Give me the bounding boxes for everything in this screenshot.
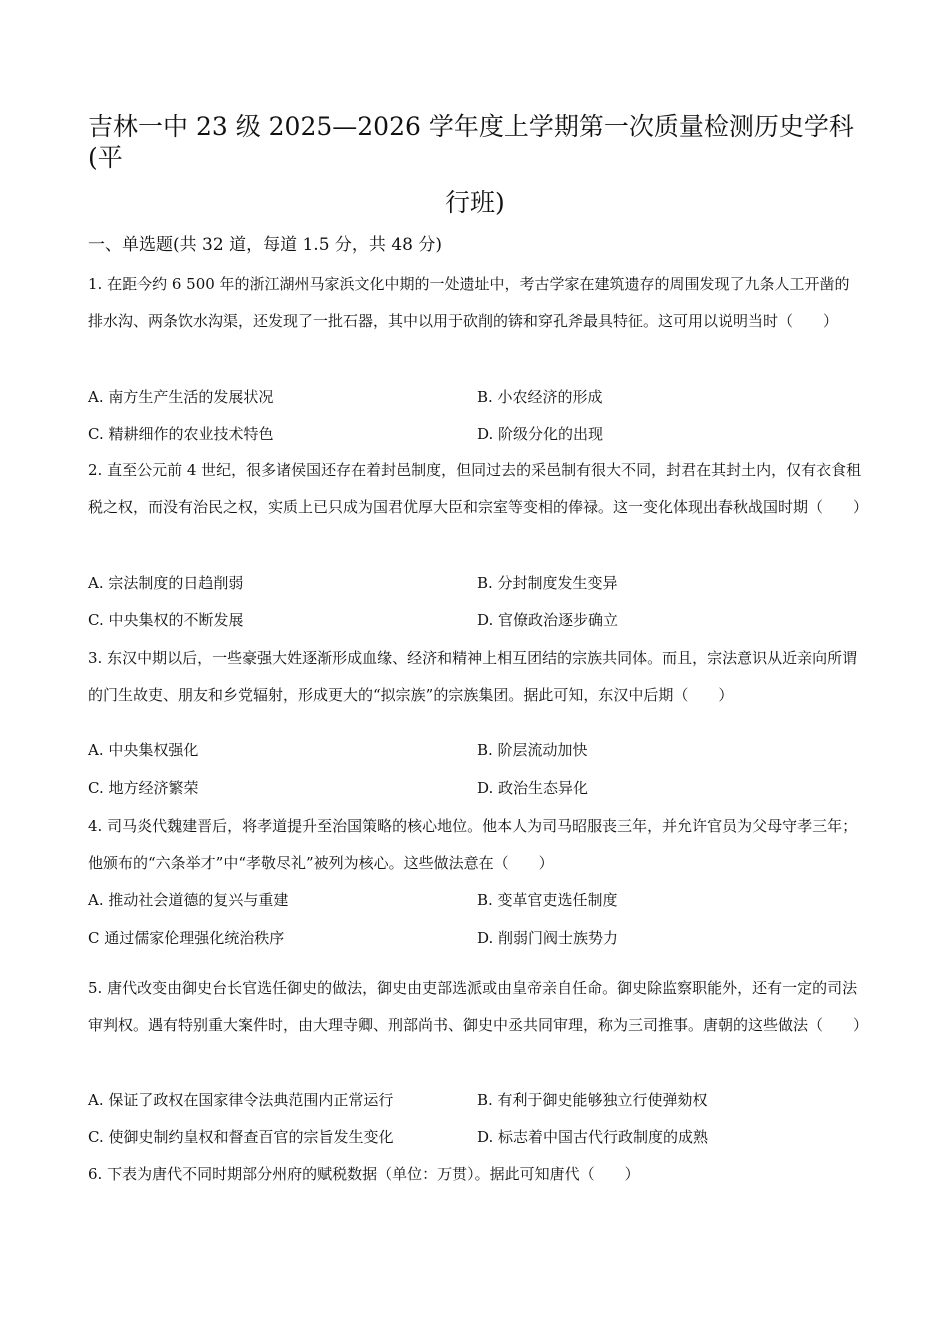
option-c: C. 使御史制约皇权和督查百官的宗旨发生变化 [88, 1128, 394, 1146]
option-d: D. 阶级分化的出现 [477, 425, 604, 443]
question-stem: 4. 司马炎代魏建晋后，将孝道提升至治国策略的核心地位。他本人为司马昭服丧三年，并允许官员为父母守孝三年；他颁布的“六条举才”中“孝敬尽礼”被列为核心。这些做法意在（ ） [88, 817, 858, 872]
option-c: C 通过儒家伦理强化统治秩序 [88, 929, 285, 947]
question-stem: 2. 直至公元前 4 世纪，很多诸侯国还存在着封邑制度，但同过去的采邑制有很大不同，封君在其封土内，仅有衣食租税之权，而没有治民之权，实质上已只成为国君优厚大臣和宗室等变相的俸禄。这一变化体现出春秋战国时期（ ） [88, 461, 869, 516]
option-a: A. 宗法制度的日趋削弱 [88, 574, 244, 592]
question-stem: 6. 下表为唐代不同时期部分州府的赋税数据（单位：万贯）。据此可知唐代（ ） [88, 1165, 640, 1183]
option-b: B. 分封制度发生变异 [477, 574, 618, 592]
exam-title-line2: (平 [88, 143, 123, 172]
option-b: B. 变革官吏选任制度 [477, 891, 618, 909]
option-d: D. 政治生态异化 [477, 779, 589, 797]
option-a: A. 推动社会道德的复兴与重建 [88, 891, 289, 909]
option-d: D. 标志着中国古代行政制度的成熟 [477, 1128, 709, 1146]
exam-title-line3: 行班) [445, 188, 505, 217]
option-a: A. 中央集权强化 [88, 741, 199, 759]
option-a: A. 保证了政权在国家律令法典范围内正常运行 [88, 1091, 394, 1109]
option-b: B. 阶层流动加快 [477, 741, 588, 759]
option-d: D. 削弱门阀士族势力 [477, 929, 619, 947]
option-a: A. 南方生产生活的发展状况 [88, 388, 274, 406]
exam-title-line1: 吉林一中 23 级 2025—2026 学年度上学期第一次质量检测历史学科 [88, 112, 854, 141]
option-c: C. 地方经济繁荣 [88, 779, 199, 797]
option-d: D. 官僚政治逐步确立 [477, 611, 619, 629]
question-stem: 1. 在距今约 6 500 年的浙江湖州马家浜文化中期的一处遗址中，考古学家在建筑遗存的周围发现了九条人工开凿的排水沟、两条饮水沟渠，还发现了一批石器，其中以用于砍削的锛和穿孔斧最具特征。这可用以说明当时（ ） [88, 275, 850, 330]
option-c: C. 中央集权的不断发展 [88, 611, 244, 629]
option-b: B. 小农经济的形成 [477, 388, 603, 406]
section-heading: 一、单选题(共 32 道，每道 1.5 分，共 48 分) [88, 235, 442, 255]
question-stem: 5. 唐代改变由御史台长官选任御史的做法，御史由吏部选派或由皇帝亲自任命。御史除监察职能外，还有一定的司法审判权。遇有特别重大案件时，由大理寺卿、刑部尚书、御史中丞共同审理，称为三司推事。唐朝的这些做法（ ） [88, 979, 869, 1034]
question-stem: 3. 东汉中期以后，一些豪强大姓逐渐形成血缘、经济和精神上相互团结的宗族共同体。而且，宗法意识从近亲向所谓的门生故吏、朋友和乡党辐射，形成更大的“拟宗族”的宗族集团。据此可知，东汉中后期（ ） [88, 649, 858, 704]
option-c: C. 精耕细作的农业技术特色 [88, 425, 274, 443]
option-b: B. 有利于御史能够独立行使弹劾权 [477, 1091, 708, 1109]
